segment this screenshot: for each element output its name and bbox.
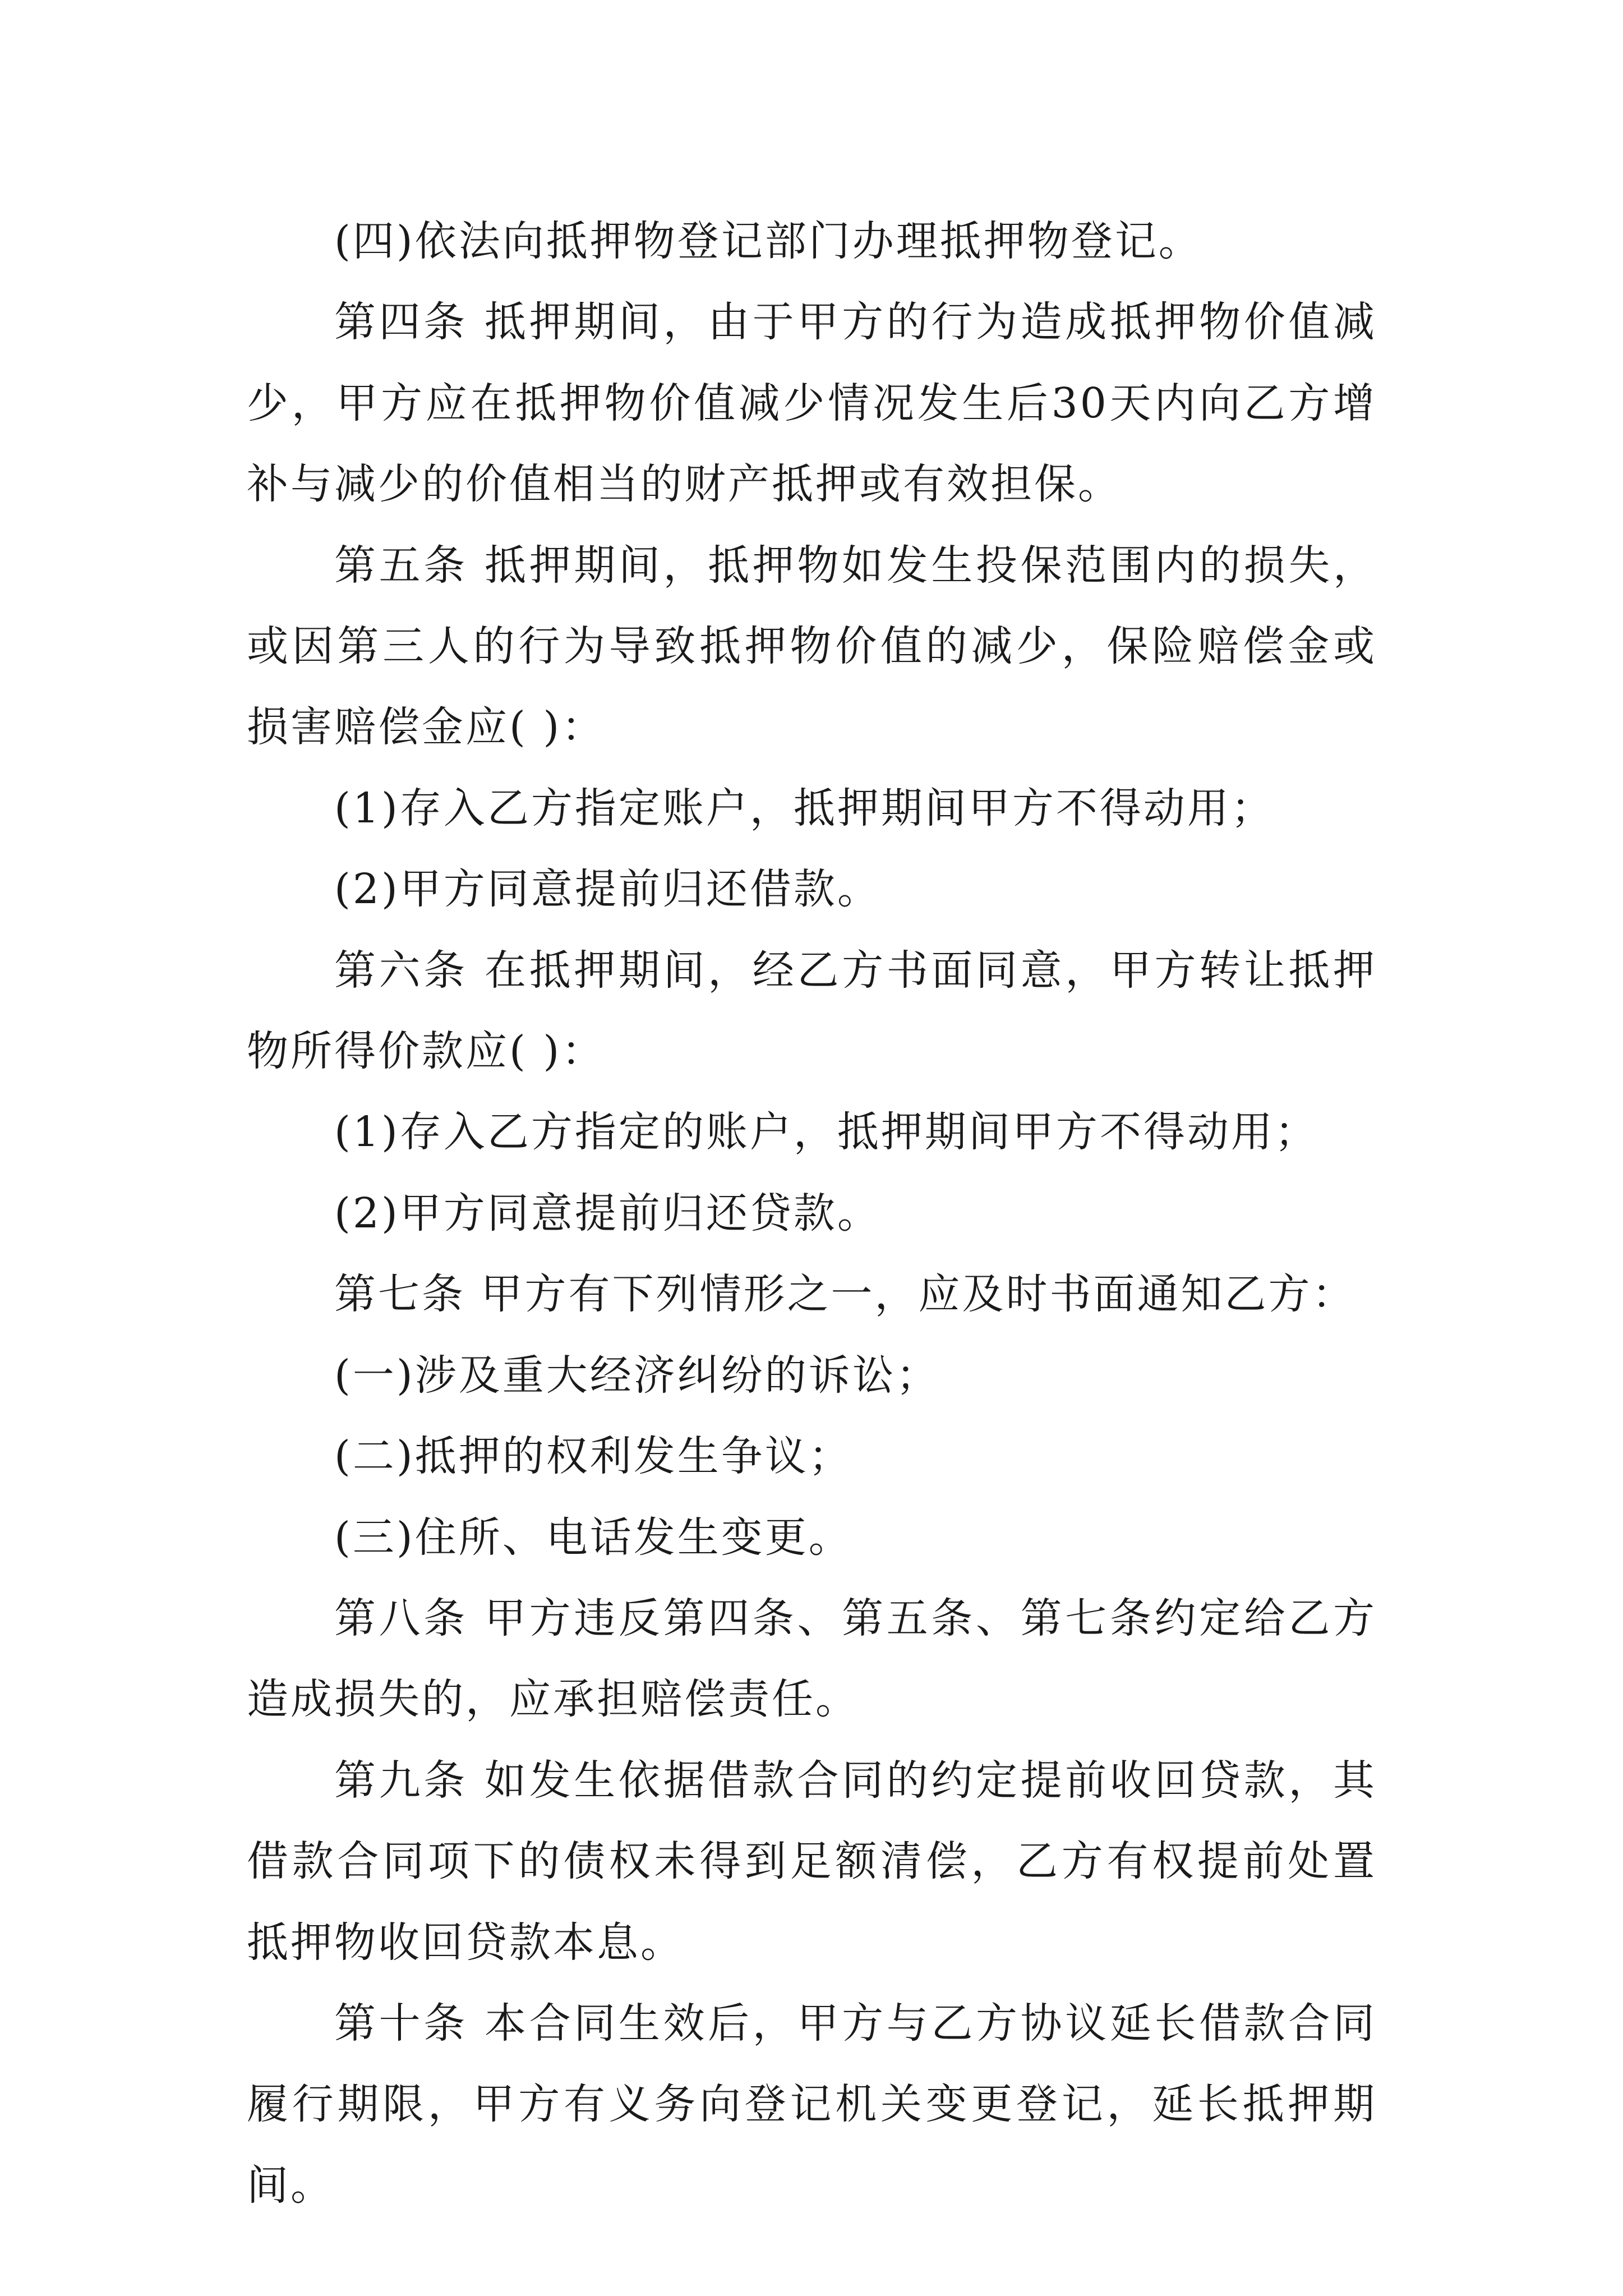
contract-body — [247, 201, 1377, 2226]
paragraph-article-6-option-1: (1)存入乙方指定的账户，抵押期间甲方不得动用； — [334, 1108, 1318, 1157]
paragraph-article-5-option-1: (1)存入乙方指定账户，抵押期间甲方不得动用； — [334, 784, 1275, 832]
paragraph-article-8: 第八条 甲方违反第四条、第五条、第七条约定给乙方造成损失的，应承担赔偿责任。 — [247, 1594, 1377, 1724]
paragraph-article-5: 第五条 抵押期间，抵押物如发生投保范围内的损失，或因第三人的行为导致抵押物价值的减少，保险赔偿金或损害赔偿金应( )： — [247, 541, 1377, 752]
paragraph-article-6-option-2: (2)甲方同意提前归还贷款。 — [334, 1189, 881, 1237]
paragraph-article-7-item-1: (一)涉及重大经济纠纷的诉讼； — [334, 1351, 940, 1400]
paragraph-article-6: 第六条 在抵押期间，经乙方书面同意，甲方转让抵押物所得价款应( )： — [247, 946, 1377, 1076]
paragraph-article-9: 第九条 如发生依据借款合同的约定提前收回贷款，其借款合同项下的债权未得到足额清偿，乙方有权提前处置抵押物收回贷款本息。 — [247, 1756, 1377, 1967]
paragraph-article-4: 第四条 抵押期间，由于甲方的行为造成抵押物价值减少，甲方应在抵押物价值减少情况发生后30天内向乙方增补与减少的价值相当的财产抵押或有效担保。 — [247, 298, 1377, 509]
paragraph-article-7-item-3: (三)住所、电话发生变更。 — [334, 1513, 852, 1562]
paragraph-article-7: 第七条 甲方有下列情形之一，应及时书面通知乙方： — [334, 1270, 1356, 1319]
paragraph-article-10: 第十条 本合同生效后，甲方与乙方协议延长借款合同履行期限，甲方有义务向登记机关变更登记，延长抵押期间。 — [247, 1999, 1377, 2210]
paragraph-clause-3-item-4: (四)依法向抵押物登记部门办理抵押物登记。 — [334, 217, 1202, 265]
paragraph-article-7-item-2: (二)抵押的权利发生争议； — [334, 1432, 852, 1481]
paragraph-article-5-option-2: (2)甲方同意提前归还借款。 — [334, 865, 881, 914]
